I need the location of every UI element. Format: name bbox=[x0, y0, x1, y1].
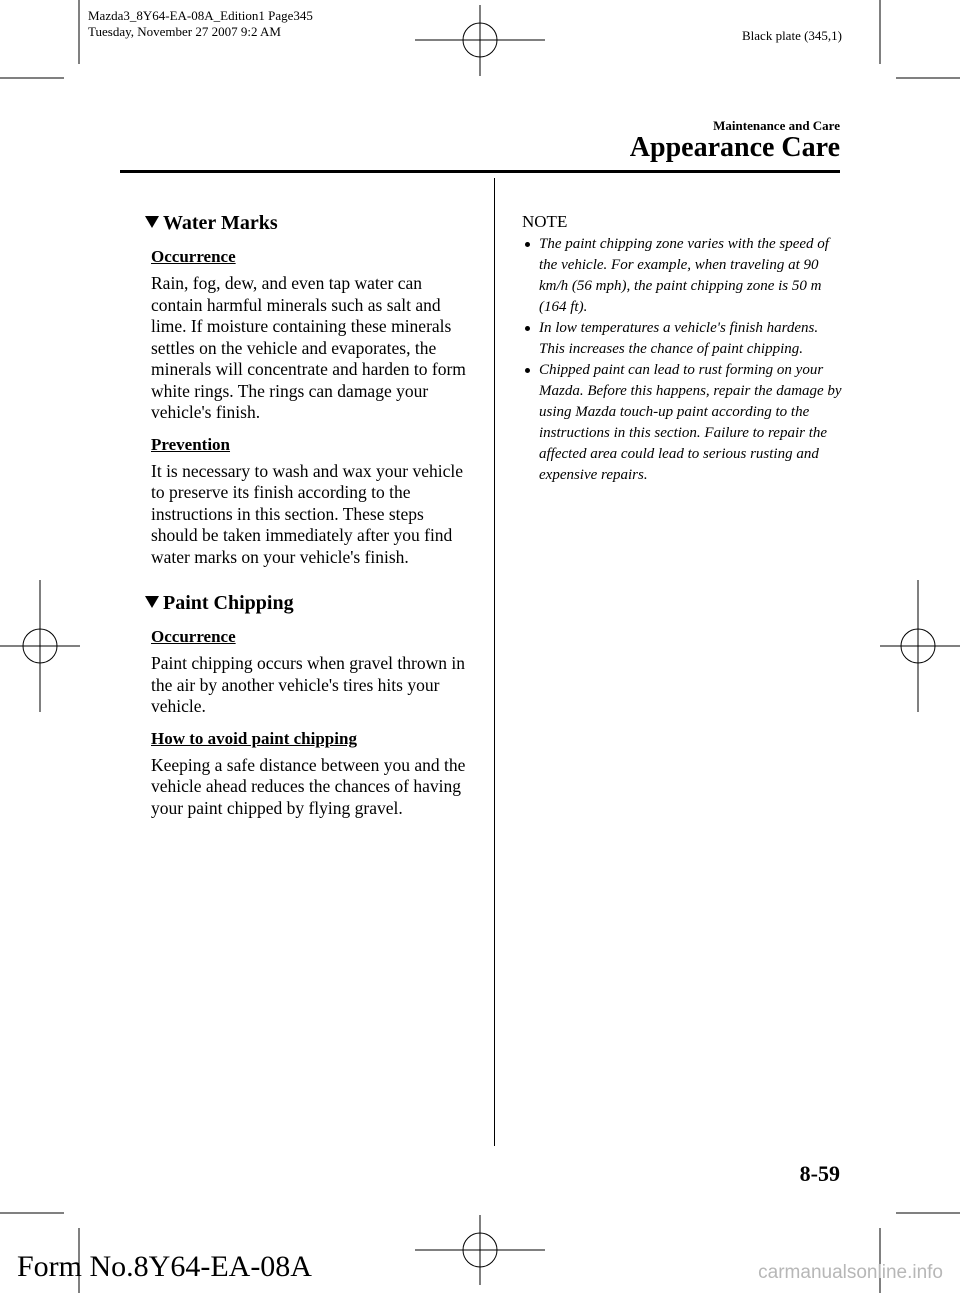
print-meta-line1: Mazda3_8Y64-EA-08A_Edition1 Page345 bbox=[88, 8, 313, 23]
column-divider bbox=[494, 178, 495, 1146]
bullet-icon bbox=[525, 242, 530, 247]
note-label: NOTE bbox=[522, 212, 568, 231]
water-marks-heading: Water Marks bbox=[145, 212, 467, 235]
water-marks-occurrence-text: Rain, fog, dew, and even tap water can contain harmful minerals such as salt and lime. If moisture containing these minerals settles on the vehicle and evaporates, the minerals will concentrate and harden to form white rings. The rings can damage your vehicle's finish. bbox=[151, 273, 466, 422]
page-title: Appearance Care bbox=[629, 132, 840, 163]
paint-chipping-heading: Paint Chipping bbox=[145, 592, 467, 615]
note-item: The paint chipping zone varies with the speed of the vehicle. For example, when traveling at 90 km/h (56 mph), the paint chipping zone is 50 m (164 ft). bbox=[522, 234, 844, 318]
paint-chipping-avoid-text: Keeping a safe distance between you and the vehicle ahead reduces the chances of having your paint chipped by flying gravel. bbox=[151, 754, 466, 818]
note-list bbox=[522, 234, 844, 486]
print-meta bbox=[88, 8, 313, 40]
note-item: Chipped paint can lead to rust forming on your Mazda. Before this happens, repair the damage by using Mazda touch-up paint according to the instructions in this section. Failure to repair the affected area could lead to serious rusting and expensive repairs. bbox=[522, 360, 844, 486]
paint-chipping-avoid-label: How to avoid paint chipping bbox=[151, 728, 357, 748]
watermark: carmanualsonline.info bbox=[758, 1262, 943, 1283]
triangle-bullet-icon bbox=[145, 216, 159, 228]
form-number: Form No.8Y64-EA-08A bbox=[17, 1250, 312, 1283]
paint-chipping-occurrence-label: Occurrence bbox=[151, 627, 236, 646]
water-marks-prevention-label: Prevention bbox=[151, 434, 231, 454]
bullet-icon bbox=[525, 368, 530, 373]
print-meta-line2: Tuesday, November 27 2007 9:2 AM bbox=[88, 24, 281, 39]
water-marks-occurrence-label: Occurrence bbox=[151, 247, 236, 266]
note-item: In low temperatures a vehicle's finish hardens. This increases the chance of paint chipping. bbox=[522, 318, 844, 360]
header-rule bbox=[120, 170, 840, 173]
right-column bbox=[522, 212, 844, 486]
triangle-bullet-icon bbox=[145, 596, 159, 608]
left-column bbox=[151, 212, 467, 819]
water-marks-prevention-text: It is necessary to wash and wax your vehicle to preserve its finish according to the instructions in this section. These steps should be taken immediately after you find water marks on your vehicle's finish. bbox=[151, 460, 463, 567]
plate-label: Black plate (345,1) bbox=[742, 28, 842, 43]
section-label: Maintenance and Care bbox=[713, 118, 840, 133]
page-number: 8-59 bbox=[799, 1161, 840, 1186]
bullet-icon bbox=[525, 326, 530, 331]
paint-chipping-occurrence-text: Paint chipping occurs when gravel thrown in the air by another vehicle's tires hits your vehicle. bbox=[151, 653, 465, 716]
